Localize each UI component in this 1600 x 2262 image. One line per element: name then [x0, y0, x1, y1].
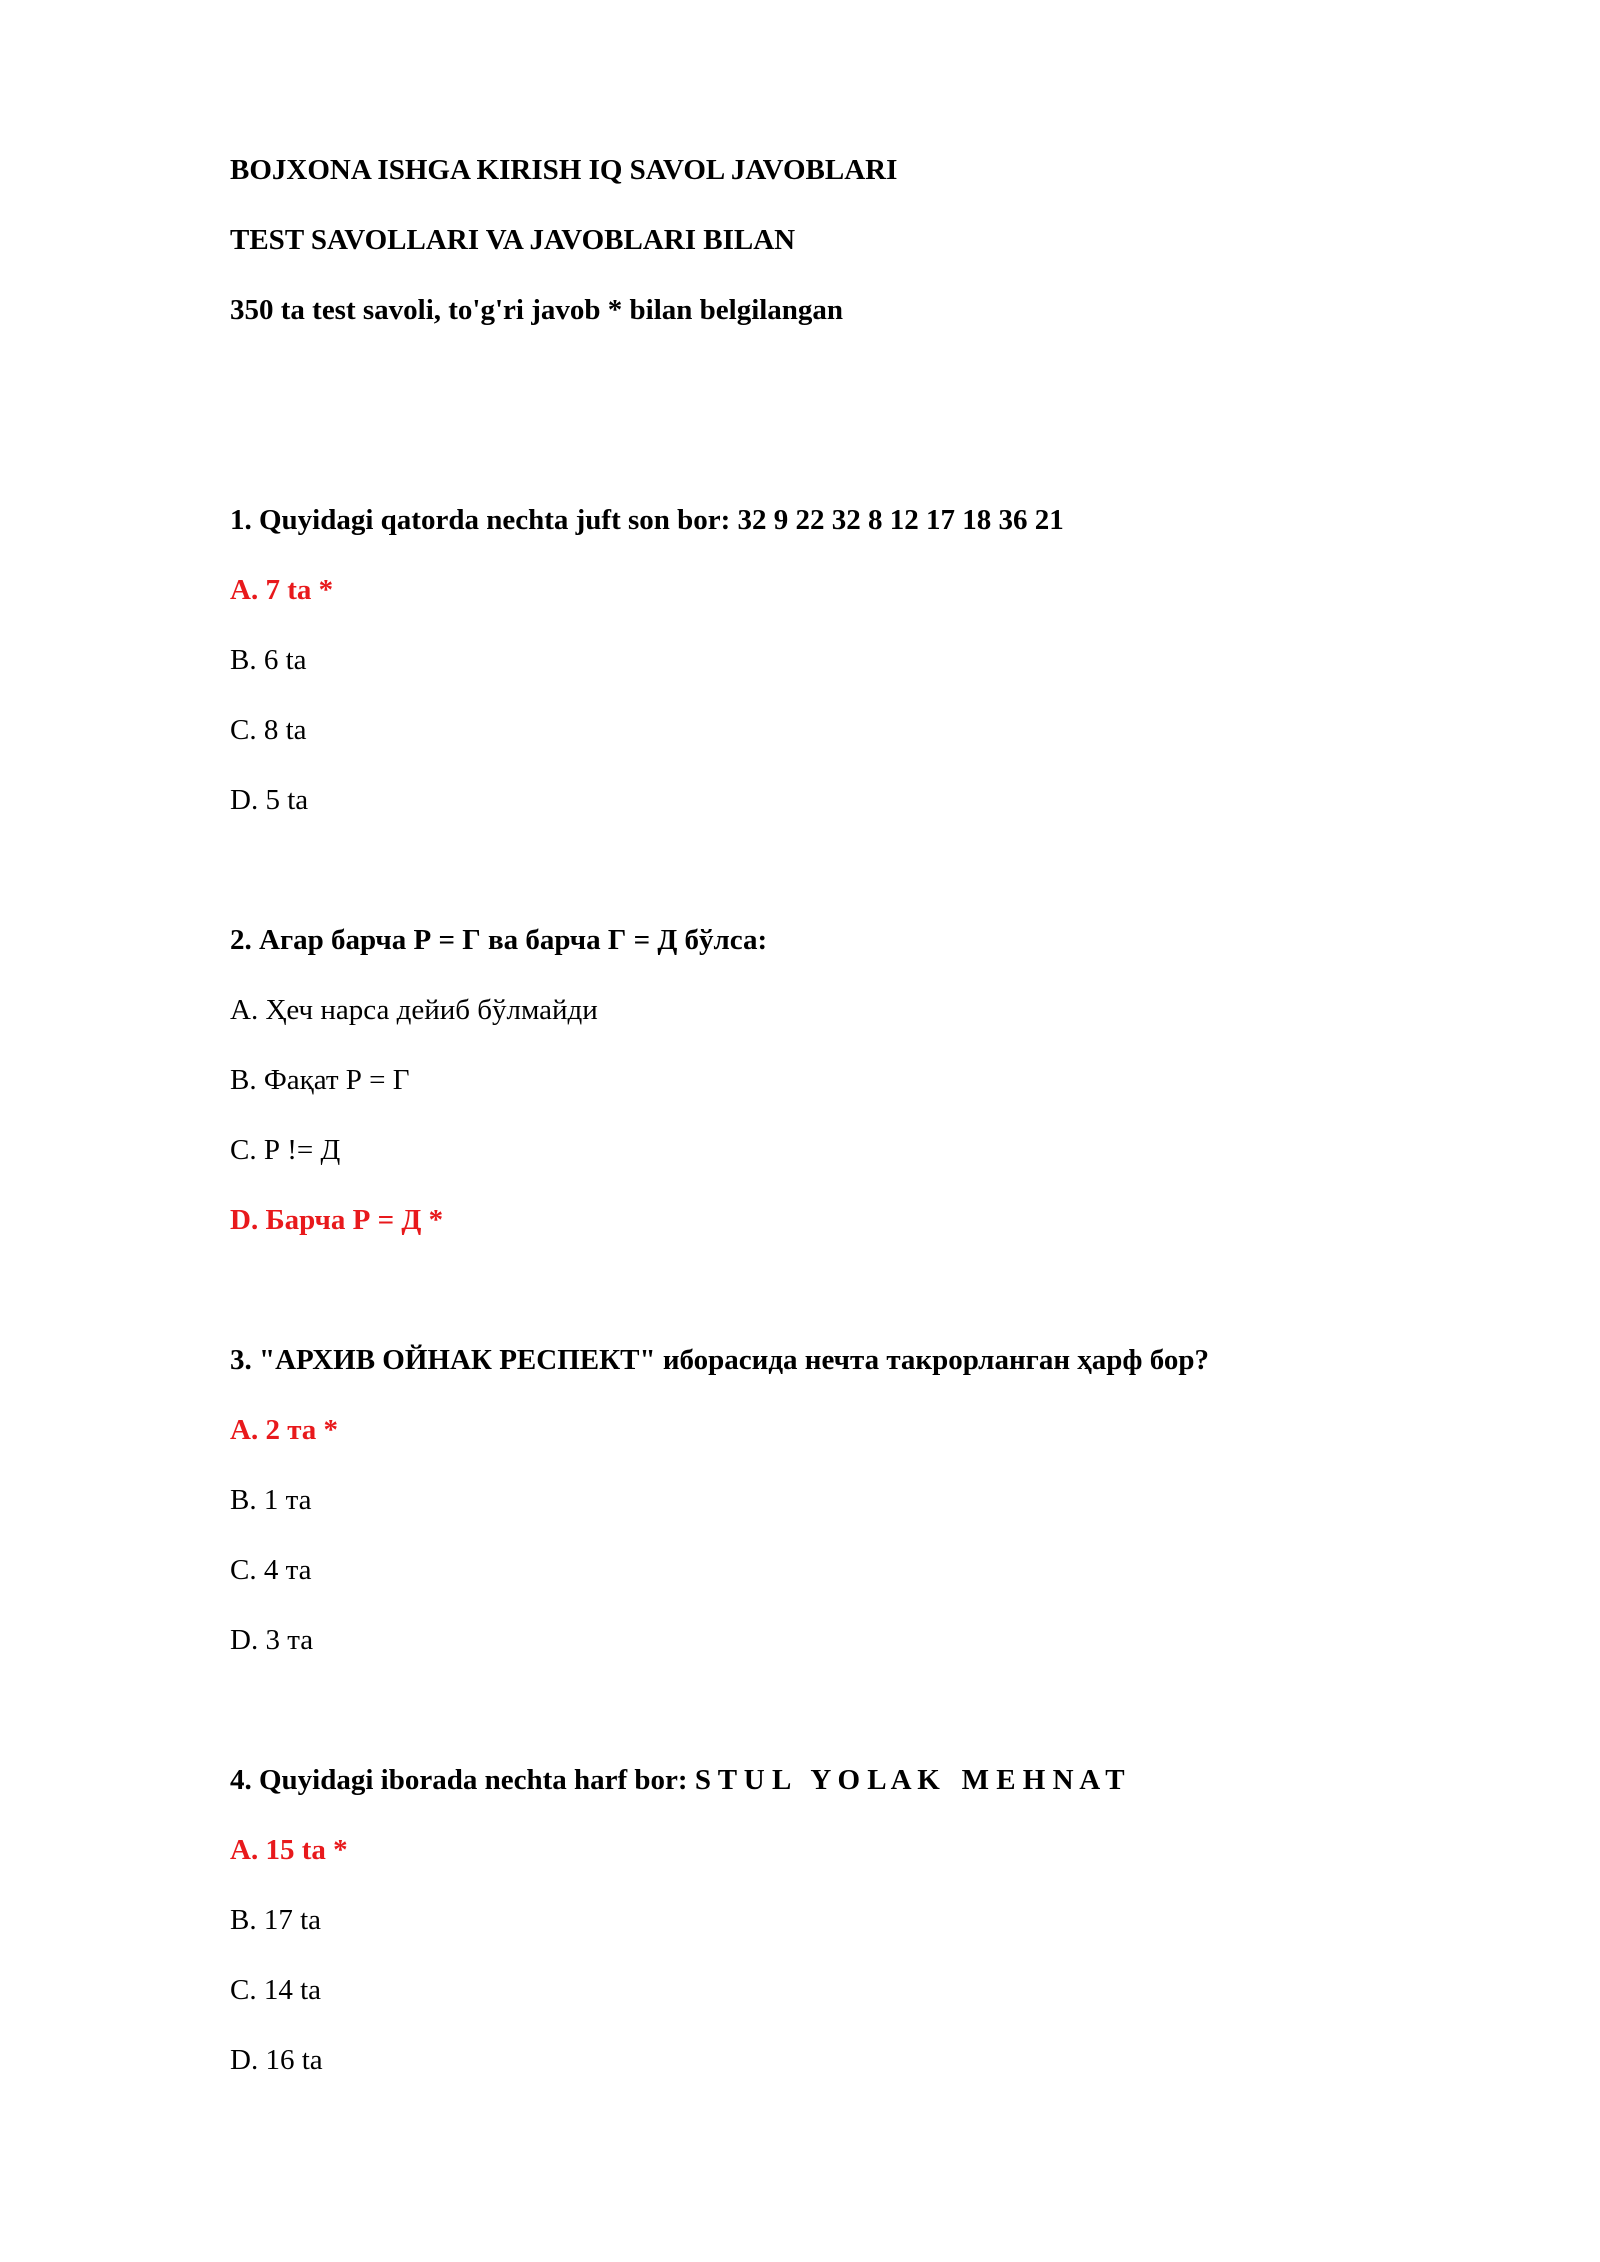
answer-option: A. Ҳеч нарса дейиб бўлмайди: [230, 994, 598, 1026]
document-subtitle: TEST SAVOLLARI VA JAVOBLARI BILAN: [230, 224, 796, 256]
question-text: 2. Агар барча Р = Г ва барча Г = Д бўлса:: [230, 924, 768, 956]
answer-option: C. 14 ta: [230, 1974, 322, 2006]
answer-option: B. 1 та: [230, 1484, 312, 1516]
answer-option: D. 5 ta: [230, 784, 309, 816]
document-title: BOJXONA ISHGA KIRISH IQ SAVOL JAVOBLARI: [230, 154, 898, 186]
answer-option: B. 17 ta: [230, 1904, 322, 1936]
answer-option-correct: A. 15 ta *: [230, 1834, 348, 1866]
answer-option-correct: A. 2 та *: [230, 1414, 339, 1446]
answer-option: C. 8 ta: [230, 714, 307, 746]
question-text: 4. Quyidagi iborada nechta harf bor: S T U L Y O L A K M E H N A T: [230, 1764, 1125, 1796]
answer-option: C. Р != Д: [230, 1134, 341, 1166]
answer-option: C. 4 та: [230, 1554, 312, 1586]
answer-option: D. 3 та: [230, 1624, 314, 1656]
question-text: 1. Quyidagi qatorda nechta juft son bor: 32 9 22 32 8 12 17 18 36 21: [230, 504, 1064, 536]
answer-option: B. Фақат Р = Г: [230, 1064, 410, 1096]
answer-option: B. 6 ta: [230, 644, 307, 676]
question-text: 3. "АРХИВ ОЙНАК РЕСПЕКТ" иборасида нечта такрорланган ҳарф бор?: [230, 1344, 1209, 1376]
answer-option-correct: A. 7 ta *: [230, 574, 334, 606]
answer-option-correct: D. Барча Р = Д *: [230, 1204, 444, 1236]
document-note: 350 ta test savoli, to'g'ri javob * bilan belgilangan: [230, 294, 844, 326]
answer-option: D. 16 ta: [230, 2044, 323, 2076]
